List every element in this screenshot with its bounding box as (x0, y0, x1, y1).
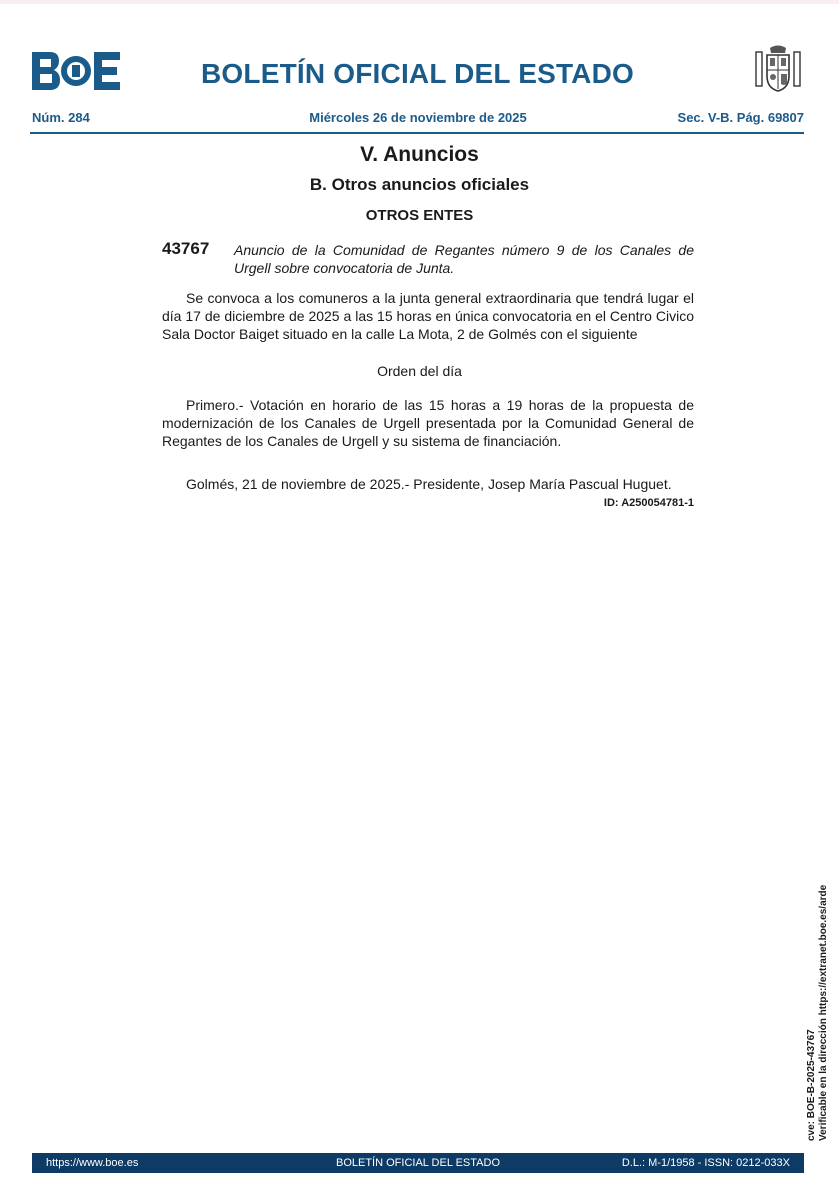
issue-info-row (32, 110, 804, 130)
footer-title: BOLETÍN OFICIAL DEL ESTADO (335, 1157, 501, 1169)
section-page: Sec. V-B. Pág. 69807 (677, 110, 804, 125)
signature-line: Golmés, 21 de noviembre de 2025.- Presidente, Josep María Pascual Huguet. (186, 476, 672, 492)
masthead-title: BOLETÍN OFICIAL DEL ESTADO (201, 58, 634, 89)
subsection-heading: B. Otros anuncios oficiales (309, 175, 530, 194)
verification-url-text: Verificable en la dirección https://extranet.boe.es/arde (818, 884, 829, 1141)
verification-side-note (806, 885, 830, 1141)
announcement-title: Anuncio de la Comunidad de Regantes número 9 de los Canales de Urgell sobre convocatoria de Junta. (234, 242, 694, 276)
agenda-item-paragraph: Primero.- Votación en horario de las 15 horas a 19 horas de la propuesta de modernización de los Canales de Urgell presentada por la Comunidad General de Regantes de los Canales de Urgell y su sistema de financiación. (162, 397, 694, 449)
agenda-heading: Orden del día (377, 363, 462, 379)
issue-number: Núm. 284 (32, 110, 90, 125)
top-strip (0, 0, 839, 4)
header-divider (30, 132, 804, 134)
footer-legal: D.L.: M-1/1958 - ISSN: 0212-033X (621, 1157, 790, 1169)
coat-of-arms-icon (754, 44, 802, 94)
cve-code: cve: BOE-B-2025-43767 (806, 1029, 817, 1141)
section-heading: V. Anuncios (360, 143, 479, 166)
document-id: ID: A250054781-1 (603, 497, 694, 509)
boe-logo (30, 50, 122, 92)
announcement-number: 43767 (162, 239, 210, 258)
issue-date: Miércoles 26 de noviembre de 2025 (309, 110, 527, 125)
category-heading: OTROS ENTES (365, 207, 474, 224)
footer-bar (32, 1153, 804, 1173)
footer-url-link[interactable]: https://www.boe.es (46, 1157, 139, 1169)
convocation-paragraph: Se convoca a los comuneros a la junta general extraordinaria que tendrá lugar el día 17 de diciembre de 2025 a las 15 horas en única convocatoria en el Centro Civico Sala Doctor Baiget situado en la calle La Mota, 2 de Golmés con el siguiente (162, 290, 694, 342)
